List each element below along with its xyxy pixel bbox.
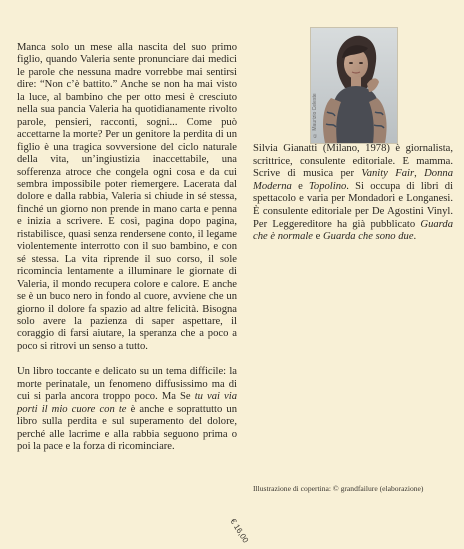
bio-book-1: Guarda che è normale: [253, 218, 453, 243]
author-bio-paragraph: [253, 143, 453, 244]
bio-end: .: [413, 231, 417, 243]
synopsis-p2-text-b: è anche e soprattutto un libro sulla perdita e sul superamento del dolore, perché alle lacrime e alla rabbia seguono prima o poi la pace e la forza di ricominciare.: [17, 403, 237, 453]
author-photo: [310, 27, 398, 144]
bio-sep-3: e: [313, 231, 324, 243]
bio-magazine-2: Donna Moderna: [253, 168, 453, 192]
bio-text-1: Silvia Gianatti (Milano, 1978) è giornalista, scrittrice, consulente editoriale. E mamma. Scrive di musica per: [253, 143, 453, 180]
cover-illustration-credit: Illustrazione di copertina: © grandfailure (elaborazione): [253, 484, 424, 493]
bio-magazine-1: Vanity Fair: [361, 168, 415, 180]
synopsis-p2-text-a: Un libro toccante e delicato su un tema difficile: la morte perinatale, un fenomeno diffusissimo ma di cui si parla ancora troppo poco. Ma Se: [17, 366, 237, 403]
synopsis-column: [17, 42, 237, 454]
synopsis-paragraph-2: [17, 366, 237, 453]
bio-sep-1: ,: [414, 168, 425, 180]
synopsis-paragraph-1: Manca solo un mese alla nascita del suo primo figlio, quando Valeria sente pronunciare dai medici le parole che nessuna madre vorrebbe mai sentirsi dire: “Non c’è battito.” Anche se non ha mai visto la luce, al bambino che per otto mesi è cresciuto nella sua pancia Valeria ha quotidianamente rivolto parole, pensieri, racconti, sogni... Come può accettarne la morte? Per un genitore la perdita di un figlio è una tragica sovversione del ciclo naturale della vita, un’ingiustizia inaccettabile, una sofferenza atroce che congela ogni cosa e da cui sembra impossibile poter riemergere. Lacerata dal dolore e dalla rabbia, Valeria si chiude in sé stessa, finché un giorno non prende in mano carta e penna e inizia a scrivere. E così, pagina dopo pagina, ristabilisce, quasi senza rendersene conto, il legame violentemente interrotto con il suo bambino, e con sé stessa. La vita riprende il suo corso, il sole ricomincia lentamente a illuminare le giornate di Valeria, il mondo recupera colore e calore. E anche se è un buco nero in fondo al cuore, avviene che un giorno il dolore fa spazio ad altre felicità. Bisogna solo avere la pazienza di saper aspettare, il coraggio di farsi aiutare, la speranza che a poco a poco si ritrovi un senso a tutto.: [17, 42, 237, 352]
bio-sep-2: e: [291, 180, 309, 192]
bio-magazine-3: Topolino: [309, 180, 347, 192]
price-label: € 16,00: [228, 517, 251, 545]
book-title-inline: tu vai via porti il mio cuore con te: [17, 391, 237, 415]
bio-book-2: Guarda che sono due: [323, 231, 414, 243]
bio-text-2: . Si occupa di libri di spettacolo e varia per Mondadori e Longanesi. È consulente editoriale per De Agostini Vinyl. Per Leggereditore ha già pubblicato: [253, 180, 454, 230]
author-portrait-image: [311, 28, 397, 143]
photo-credit: © Maurizio Celeste: [312, 93, 318, 138]
author-bio: [253, 143, 453, 244]
